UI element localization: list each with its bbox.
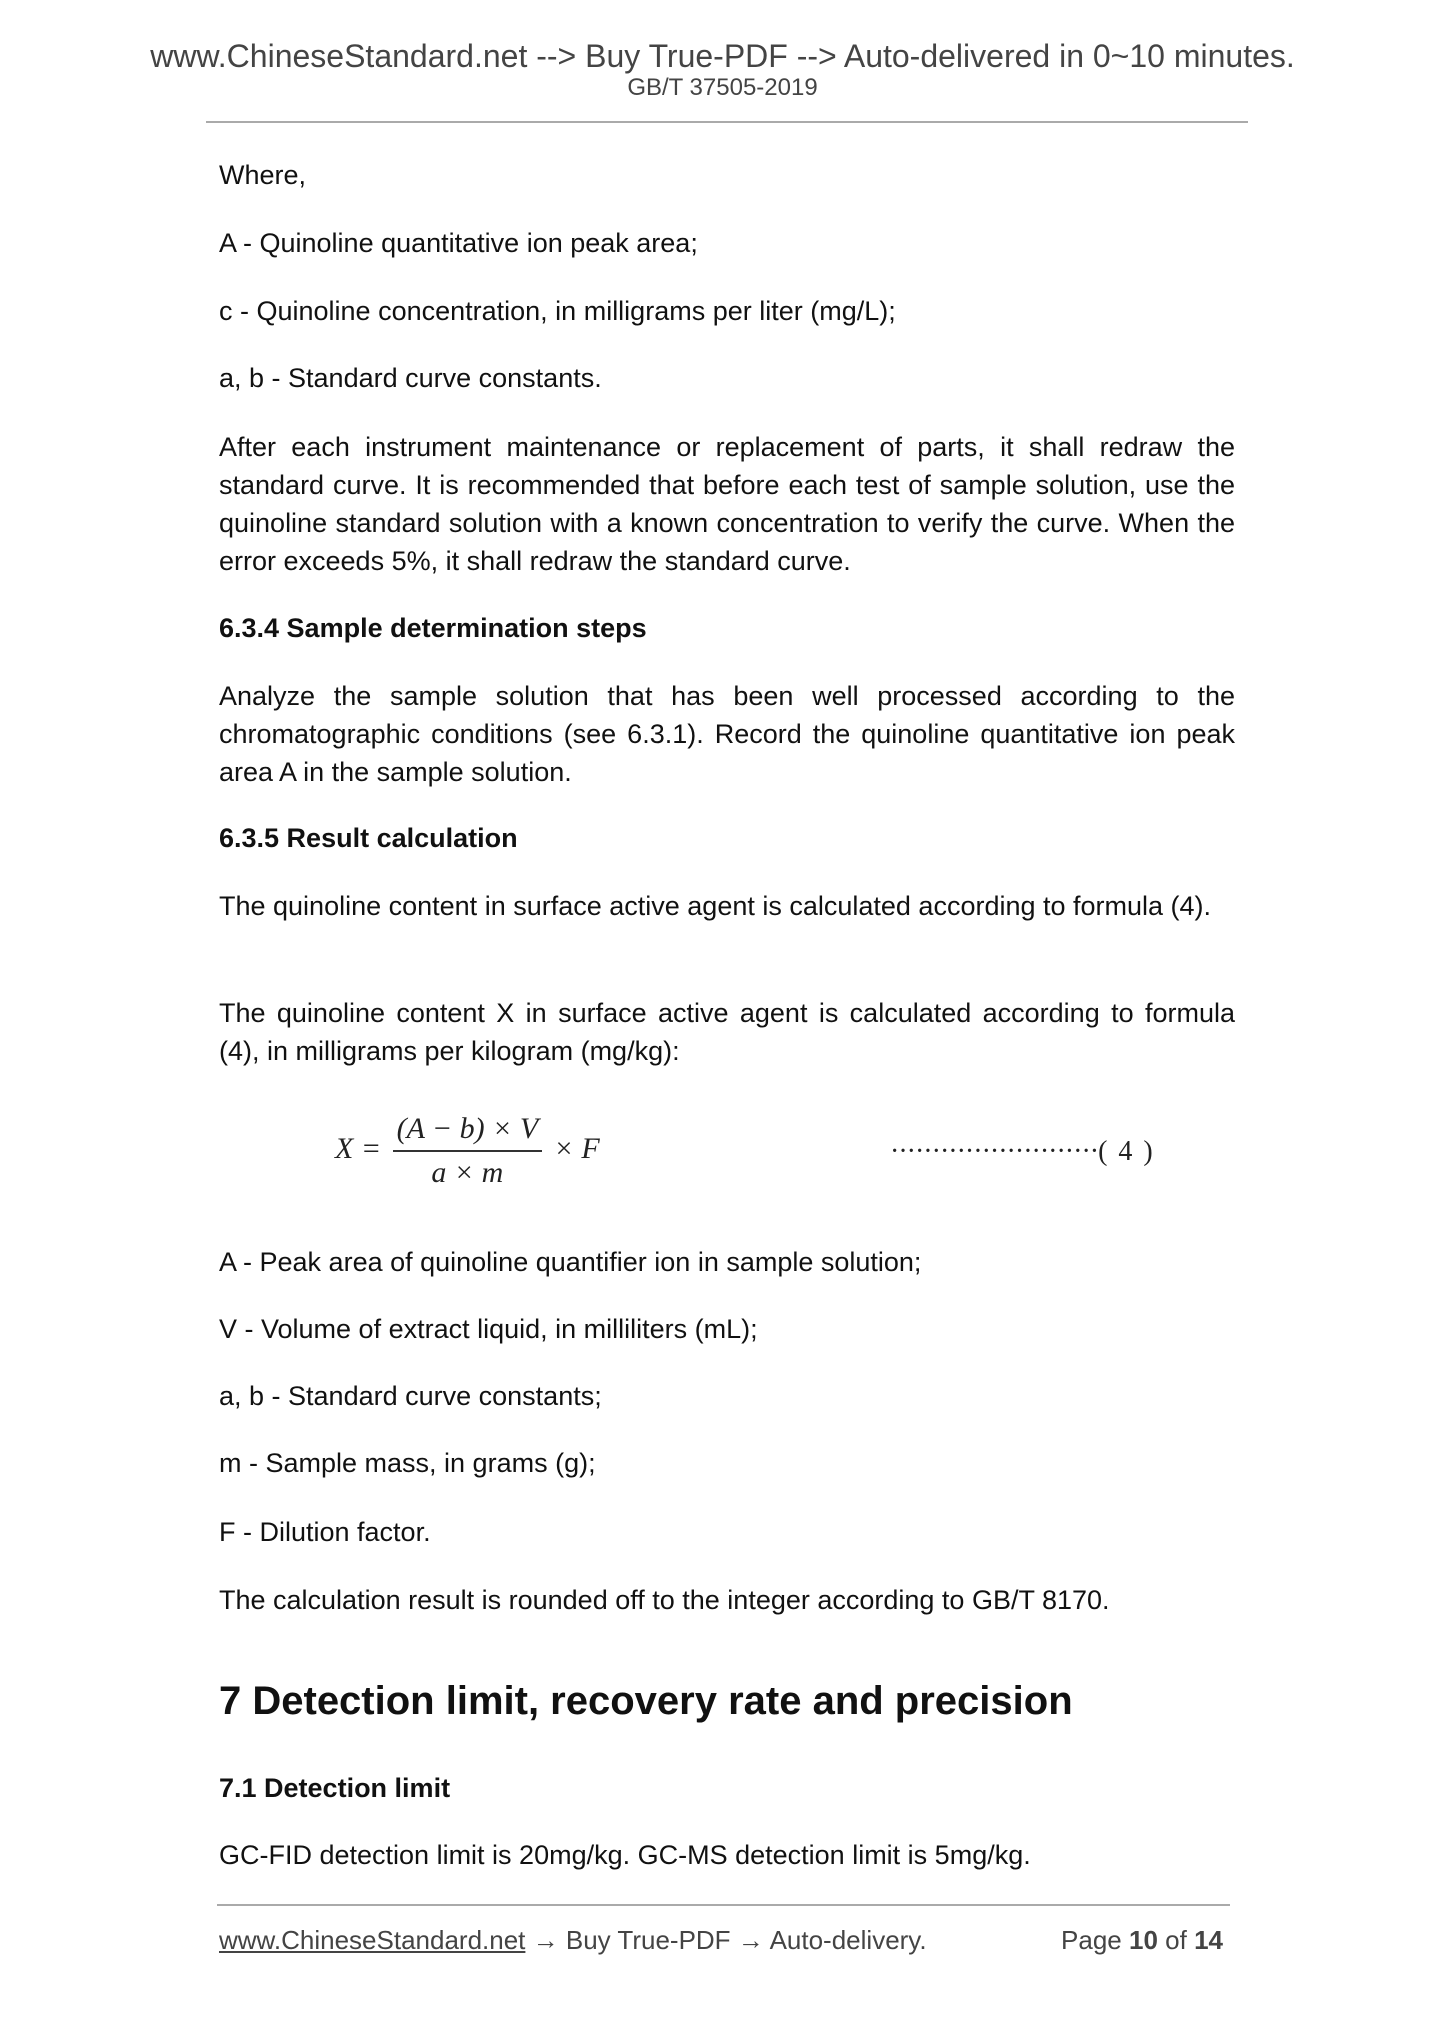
- footer-text: → Buy True-PDF → Auto-delivery.: [525, 1925, 927, 1955]
- heading-7: 7 Detection limit, recovery rate and precision: [219, 1679, 1073, 1723]
- footer-divider: [217, 1904, 1230, 1906]
- formula-4: [335, 1112, 600, 1190]
- of-label: of: [1165, 1925, 1187, 1955]
- page-label: Page: [1061, 1925, 1122, 1955]
- paragraph-6-3-4: Analyze the sample solution that has been well processed according to the chromatographic conditions (see 6.3.1). Record the quinoline quantitative ion peak area A in the sample solution.: [219, 681, 1235, 787]
- definition-item: a, b - Standard curve constants.: [219, 363, 602, 393]
- paragraph-curve: After each instrument maintenance or replacement of parts, it shall redraw the standard curve. It is recommended that before each test of sample solution, use the quinoline standard solution with a known concentration to verify the curve. When the error exceeds 5%, it shall redraw the standard curve.: [219, 432, 1235, 576]
- formula-lhs: X =: [335, 1131, 382, 1165]
- page-number: 10: [1129, 1925, 1158, 1955]
- heading-7-1: 7.1 Detection limit: [219, 1773, 451, 1803]
- definition-item: F - Dilution factor.: [219, 1517, 431, 1547]
- formula-fraction: [393, 1112, 543, 1190]
- definition-item: m - Sample mass, in grams (g);: [219, 1448, 596, 1478]
- page-total: 14: [1194, 1925, 1223, 1955]
- header-divider: [206, 121, 1248, 123]
- header-banner: www.ChineseStandard.net --> Buy True-PDF --> Auto-delivered in 0~10 minutes.: [150, 38, 1295, 74]
- definition-item: a, b - Standard curve constants;: [219, 1381, 602, 1411]
- page-indicator: [1061, 1922, 1223, 1958]
- definition-item: A - Peak area of quinoline quantifier ion in sample solution;: [219, 1247, 922, 1277]
- formula-denominator: a × m: [431, 1156, 504, 1189]
- paragraph-rounding: The calculation result is rounded off to the integer according to GB/T 8170.: [219, 1585, 1110, 1615]
- heading-6-3-5: 6.3.5 Result calculation: [219, 823, 518, 853]
- footer-left: [219, 1922, 927, 1958]
- definition-item: c - Quinoline concentration, in milligrams per liter (mg/L);: [219, 296, 896, 326]
- where-label: Where,: [219, 160, 307, 190]
- formula-numerator: (A − b) × V: [393, 1112, 543, 1152]
- definition-item: A - Quinoline quantitative ion peak area;: [219, 228, 698, 258]
- footer-link[interactable]: www.ChineseStandard.net: [219, 1925, 526, 1955]
- paragraph-6-3-5b: The quinoline content X in surface active agent is calculated according to formula (4), in milligrams per kilogram (mg/kg):: [219, 998, 1235, 1066]
- formula-leader: ·························: [890, 1136, 1099, 1167]
- heading-6-3-4: 6.3.4 Sample determination steps: [219, 613, 647, 643]
- definition-item: V - Volume of extract liquid, in milliliters (mL);: [219, 1314, 758, 1344]
- formula-number-label: ( 4 ): [1098, 1136, 1155, 1167]
- paragraph-6-3-5a: The quinoline content in surface active agent is calculated according to formula (4).: [219, 891, 1212, 921]
- paragraph-7-1: GC-FID detection limit is 20mg/kg. GC-MS detection limit is 5mg/kg.: [219, 1840, 1031, 1870]
- standard-code: GB/T 37505-2019: [627, 74, 818, 101]
- formula-number: [890, 1136, 1155, 1168]
- formula-tail: × F: [553, 1131, 600, 1165]
